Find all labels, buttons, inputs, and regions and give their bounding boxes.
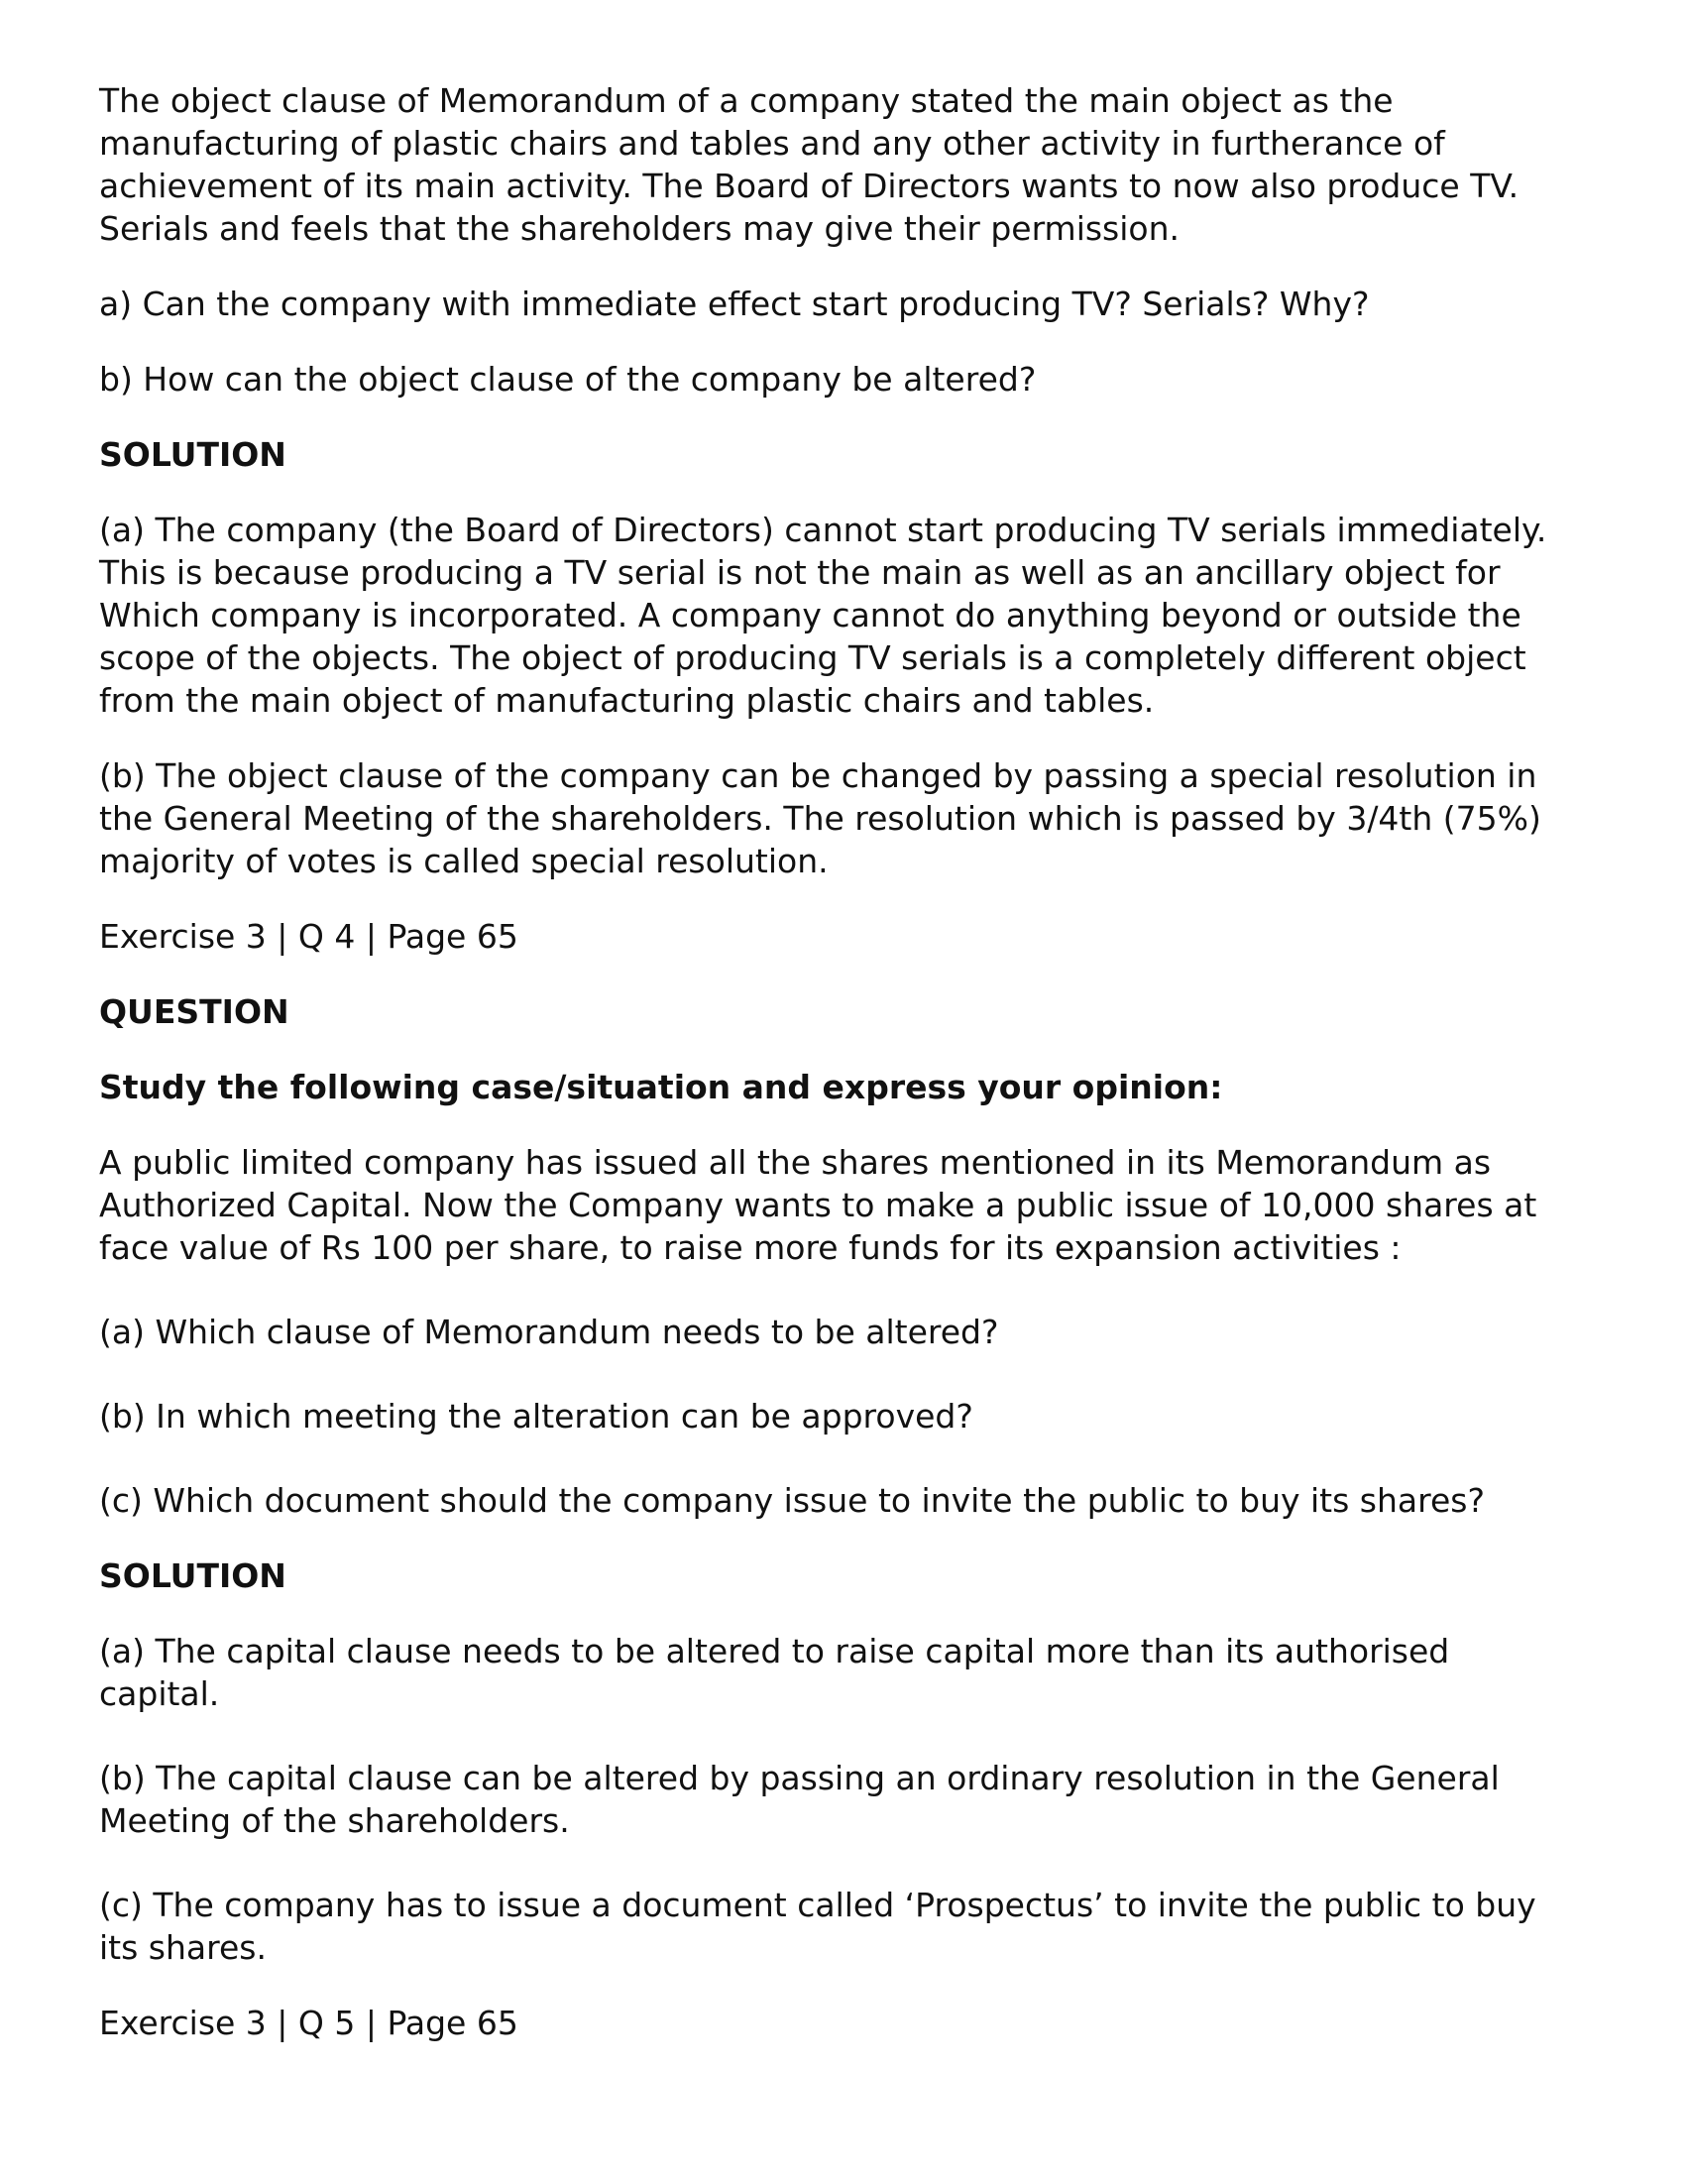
text-line: from the main object of manufacturing plastic chairs and tables. <box>99 681 1155 720</box>
text-line: its shares. <box>99 1928 267 1967</box>
exercise-reference: Exercise 3 | Q 5 | Page 65 <box>99 2004 518 2042</box>
case-intro-paragraph <box>99 79 1606 250</box>
question-b: b) How can the object clause of the company be altered? <box>99 360 1037 399</box>
text-line: Which company is incorporated. A company cannot do anything beyond or outside the <box>99 596 1521 634</box>
question-a: (a) Which clause of Memorandum needs to be altered? <box>99 1313 999 1351</box>
text-line: majority of votes is called special resolution. <box>99 842 829 880</box>
case-instruction: Study the following case/situation and express your opinion: <box>99 1068 1223 1106</box>
text-line: (b) The capital clause can be altered by passing an ordinary resolution in the General <box>99 1759 1500 1797</box>
solution-a-paragraph <box>99 509 1606 722</box>
solution-c-paragraph <box>99 1884 1606 1969</box>
text-line: (c) The company has to issue a document called ‘Prospectus’ to invite the public to buy <box>99 1886 1536 1924</box>
solution-heading: SOLUTION <box>99 435 286 474</box>
text-line: capital. <box>99 1674 220 1713</box>
case-paragraph <box>99 1141 1606 1269</box>
text-line: Serials and feels that the shareholders may give their permission. <box>99 209 1181 248</box>
question-heading: QUESTION <box>99 992 289 1031</box>
text-line: This is because producing a TV serial is not the main as well as an ancillary object for <box>99 553 1501 592</box>
text-line: achievement of its main activity. The Board of Directors wants to now also produce TV. <box>99 167 1519 205</box>
text-line: scope of the objects. The object of producing TV serials is a completely different object <box>99 638 1526 677</box>
text-line: The object clause of Memorandum of a company stated the main object as the <box>99 81 1394 120</box>
solution-a-paragraph <box>99 1630 1606 1715</box>
question-c: (c) Which document should the company issue to invite the public to buy its shares? <box>99 1481 1485 1520</box>
question-b: (b) In which meeting the alteration can be approved? <box>99 1397 973 1436</box>
text-line: (b) The object clause of the company can be changed by passing a special resolution in <box>99 756 1537 795</box>
text-line: the General Meeting of the shareholders. The resolution which is passed by 3/4th (75%) <box>99 799 1541 838</box>
text-line: A public limited company has issued all the shares mentioned in its Memorandum as <box>99 1143 1492 1182</box>
text-line: Meeting of the shareholders. <box>99 1801 570 1840</box>
solution-b-paragraph <box>99 1757 1606 1842</box>
text-line: (a) The company (the Board of Directors) cannot start producing TV serials immediately. <box>99 511 1547 549</box>
solution-heading: SOLUTION <box>99 1556 286 1595</box>
text-line: (a) The capital clause needs to be altered to raise capital more than its authorised <box>99 1632 1450 1670</box>
text-line: face value of Rs 100 per share, to raise more funds for its expansion activities : <box>99 1228 1402 1267</box>
text-line: manufacturing of plastic chairs and tables and any other activity in furtherance of <box>99 124 1445 163</box>
exercise-reference: Exercise 3 | Q 4 | Page 65 <box>99 917 518 956</box>
text-line: Authorized Capital. Now the Company wants to make a public issue of 10,000 shares at <box>99 1186 1537 1224</box>
document-page <box>99 79 1606 2077</box>
solution-b-paragraph <box>99 754 1606 882</box>
question-a: a) Can the company with immediate effect start producing TV? Serials? Why? <box>99 285 1370 323</box>
